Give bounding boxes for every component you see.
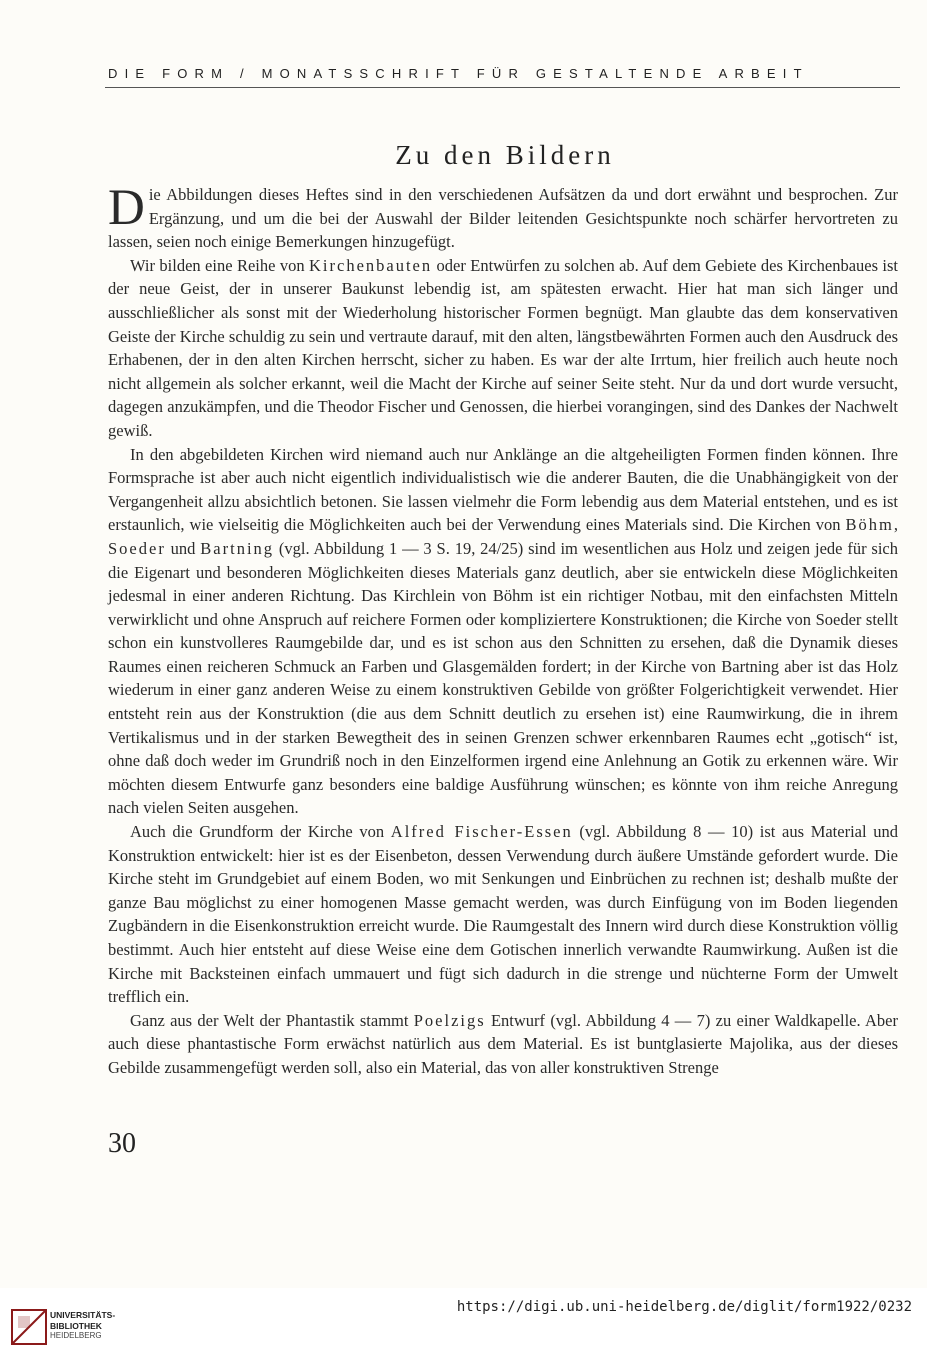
paragraph-5 xyxy=(108,1009,898,1080)
logo-line-3: HEIDELBERG xyxy=(50,1331,102,1340)
paragraph-3-text-b: , xyxy=(893,515,898,535)
paragraph-1-text: ie Abbildungen dieses Heftes sind in den verschiedenen Aufsätzen da und dort erwähnt und besprochen. Zur Ergänzung, und um die bei der Auswahl der Bilder leitenden Gesichtspunkte noch schärfer hervortreten zu lassen, seien noch einige Bemerkungen hinzugefügt. xyxy=(108,185,898,252)
drop-cap: D xyxy=(108,180,145,236)
paragraph-3-text-d: (vgl. Abbildung 1 — 3 S. 19, 24/25) sind im wesentlichen aus Holz und zeigen jede für sich die Eigenart und besonderen Möglichkeiten dieses Materials ganz deutlich, aber sie entwickeln diese Möglichkeiten jedesmal in einer anderen Richtung. Das Kirchlein von Böhm ist ein richtiger Notbau, mit den einfachsten Mitteln verwirklicht und ohne Anspruch auf reichere Formen oder kompliziertere Konstruktionen; die Kirche von Soeder stellt schon ein kunstvolleres Raumgebilde dar, und es ist schon aus den Schnitten zu ersehen, daß die Dynamik dieses Raumes einen reicheren Schmuck an Farben und Glasgemälden fordert; in der Kirche von Bartning aber ist das Holz wiederum in einer ganz anderen Weise zu einem konstruktiven Gebilde von größter Folgerichtigkeit verwendet. Hier entsteht rein aus der Konstruktion (die aus dem Schnitt deutlich zu ersehen ist) eine Raumwirkung, die in ihrem Vertikalismus und in der starken Bewegtheit des in seinen Grenzen schwer erkennbaren Raumes echt „gotisch“ ist, ohne daß doch weder im Grundriß noch in den Einzelformen irgend eine Anlehnung an Gotik zu erkennen wäre. Wir möchten diesem Entwurfe ganz besonders eine baldige Ausführung wünschen; es könnte von ihm reiche Anregung nach vielen Seiten ausgehen. xyxy=(108,538,899,818)
paragraph-2-text-b: oder Entwürfen zu solchen ab. Auf dem Gebiete des Kirchenbaues ist der neue Geist, der in unserer Baukunst lebendig ist, am spätesten erwacht. Hier hat man sich länger und ausschließlicher als sonst mit der Wiederholung historischer Formen begnügt. Man glaubte das dem konservativen Geiste der Kirche schuldig zu sein und vertraute darauf, mit den alten, längstbewährten Formen auch den Ausdruck des Erhabenen, der in den alten Kirchen herrscht, sicher zu haben. Es war der alte Irrtum, hier freilich auch heute noch nicht allgemein als solcher erkannt, weil die Macht der Kirche auf seiner Seite steht. Nur da und dort wurde versucht, dagegen anzukämpfen, und die Theodor Fischer und Genossen, die hierbei vorangingen, sind des Dankes der Nachwelt gewiß. xyxy=(108,255,899,440)
paragraph-3-text-c: und xyxy=(165,538,201,558)
paragraph-4-text-b: (vgl. Abbildung 8 — 10) ist aus Material und Konstruktion entwickelt: hier ist es der Eisenbeton, dessen Verwendung durch äußere Umstände gefordert wurde. Die Kirche steht im Grundgebiet auf einem Boden, wo mit Senkungen und Einbrüchen zu rechnen ist; deshalb mußte der ganze Bau möglichst zu einer homogenen Masse gemacht werden, was durch Einfügung von im Boden liegenden Zugbändern in die Eisenkonstruktion erreicht wurde. Die Raumgestalt des Innern wird durch diese Konstruktion völlig bestimmt. Auch hier entsteht auf diese Weise eine dem Gotischen innerlich verwandte Raumwirkung. Außen ist die Kirche mit Backsteinen einfach ummauert und fügt sich dadurch in die strenge und nüchterne Form der Umwelt trefflich ein. xyxy=(108,822,898,1007)
spaced-name-soeder: Soeder xyxy=(108,538,166,558)
paragraph-5-text-b: Entwurf (vgl. Abbildung 4 — 7) zu einer Waldkapelle. Aber auch diese phantastische Form erwächst natürlich aus dem Material. Es ist buntglasierte Majolika, aus der dieses Gebilde zusammengefügt werden soll, also ein Material, das von aller konstruktiven Strenge xyxy=(108,1010,898,1077)
header-rule xyxy=(105,87,900,88)
article-title: Zu den Bildern xyxy=(395,140,615,170)
logo-line-2: BIBLIOTHEK xyxy=(50,1320,102,1331)
spaced-name-fischer: Alfred Fischer-Essen xyxy=(390,822,573,842)
article-body xyxy=(108,180,899,1080)
page-number: 30 xyxy=(108,1128,136,1159)
spaced-name-boehm: Böhm xyxy=(845,515,894,535)
source-url-link[interactable]: https://digi.ub.uni-heidelberg.de/diglit/form1922/0232 xyxy=(456,1299,912,1315)
paragraph-4-text-a: Auch die Grundform der Kirche von xyxy=(130,822,391,842)
paragraph-4 xyxy=(108,820,898,1009)
spaced-name-bartning: Bartning xyxy=(200,538,275,558)
paragraph-3-text-a: In den abgebildeten Kirchen wird niemand auch nur Anklänge an die altgeheiligten Formen finden können. Ihre Formsprache ist aber auch nicht eigentlich individualistisch wie die anderer Bauten, die die Unabhängigkeit von der Vergangenheit allzu absichtlich betonen. Sie lassen vielmehr die Form lebendig aus dem Material entstehen, und es ist erstaunlich, wie vielseitig die Möglichkeiten auch bei der Verwendung eines Materials sind. Die Kirchen von xyxy=(108,444,898,535)
paragraph-2 xyxy=(108,254,898,443)
library-logo[interactable] xyxy=(8,1306,148,1350)
paragraph-2-text-a: Wir bilden eine Reihe von xyxy=(130,255,309,275)
paragraph-3 xyxy=(108,443,898,821)
running-head: DIE FORM / MONATSSCHRIFT FÜR GESTALTENDE ARBEIT xyxy=(108,66,809,81)
spaced-name-poelzig: Poelzigs xyxy=(413,1010,486,1030)
library-logo-text xyxy=(50,1310,160,1342)
spaced-term-kirchenbauten: Kirchenbauten xyxy=(309,255,433,275)
library-logo-icon xyxy=(8,1306,50,1348)
logo-line-1: UNIVERSITÄTS- xyxy=(50,1310,116,1320)
paragraph-5-text-a: Ganz aus der Welt der Phantastik stammt xyxy=(130,1010,414,1030)
paragraph-1 xyxy=(108,180,898,254)
